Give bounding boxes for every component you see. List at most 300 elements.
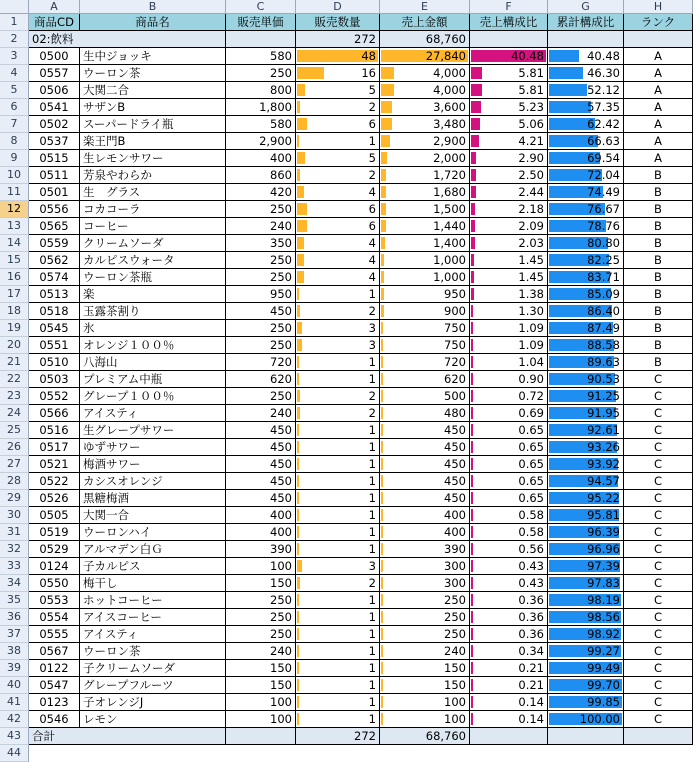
cell-cum[interactable] [548, 320, 624, 337]
cell-amount[interactable] [380, 48, 470, 65]
cell-price[interactable] [226, 575, 296, 592]
row-header-24[interactable]: 24 [0, 405, 29, 422]
cell-ratio[interactable] [470, 65, 548, 82]
cell-name[interactable] [80, 694, 226, 711]
cell-qty[interactable] [296, 252, 380, 269]
cell-price[interactable] [226, 303, 296, 320]
row-header-35[interactable]: 35 [0, 592, 29, 609]
cell-rank[interactable] [624, 456, 693, 473]
cell-cum[interactable] [548, 303, 624, 320]
row-header-16[interactable]: 16 [0, 269, 29, 286]
cell-rank[interactable] [624, 269, 693, 286]
cell-price[interactable] [226, 643, 296, 660]
row-header-38[interactable]: 38 [0, 643, 29, 660]
cell-cum[interactable] [548, 371, 624, 388]
cell-qty[interactable] [296, 167, 380, 184]
cell-rank[interactable] [624, 371, 693, 388]
cell-amount[interactable] [380, 252, 470, 269]
row-header-29[interactable]: 29 [0, 490, 29, 507]
header-amount[interactable] [380, 14, 470, 31]
cell-cum[interactable] [548, 575, 624, 592]
row-header-39[interactable]: 39 [0, 660, 29, 677]
cell-rank[interactable] [624, 252, 693, 269]
row-header-5[interactable]: 5 [0, 82, 29, 99]
category-ratio[interactable] [470, 31, 548, 48]
cell-ratio[interactable] [470, 405, 548, 422]
cell-qty[interactable] [296, 609, 380, 626]
cell-ratio[interactable] [470, 439, 548, 456]
cell-amount[interactable] [380, 541, 470, 558]
cell-name[interactable] [80, 626, 226, 643]
cell-rank[interactable] [624, 48, 693, 65]
cell-cum[interactable] [548, 541, 624, 558]
cell-ratio[interactable] [470, 575, 548, 592]
cell-code[interactable] [29, 286, 80, 303]
cell-rank[interactable] [624, 524, 693, 541]
cell-qty[interactable] [296, 133, 380, 150]
header-ratio[interactable] [470, 14, 548, 31]
cell-code[interactable] [29, 337, 80, 354]
total-ratio[interactable] [470, 728, 548, 745]
cell-price[interactable] [226, 48, 296, 65]
cell-ratio[interactable] [470, 82, 548, 99]
cell-price[interactable] [226, 235, 296, 252]
cell-qty[interactable] [296, 218, 380, 235]
cell-rank[interactable] [624, 235, 693, 252]
cell-name[interactable] [80, 48, 226, 65]
cell-rank[interactable] [624, 558, 693, 575]
cell-price[interactable] [226, 422, 296, 439]
cell-ratio[interactable] [470, 167, 548, 184]
row-header-30[interactable]: 30 [0, 507, 29, 524]
cell-price[interactable] [226, 694, 296, 711]
cell-name[interactable] [80, 388, 226, 405]
row-header-1[interactable]: 1 [0, 14, 29, 31]
cell-name[interactable] [80, 405, 226, 422]
cell-code[interactable] [29, 473, 80, 490]
cell-ratio[interactable] [470, 320, 548, 337]
cell-amount[interactable] [380, 184, 470, 201]
cell-amount[interactable] [380, 371, 470, 388]
cell-qty[interactable] [296, 473, 380, 490]
cell-cum[interactable] [548, 48, 624, 65]
cell-ratio[interactable] [470, 116, 548, 133]
cell-code[interactable] [29, 422, 80, 439]
cell-amount[interactable] [380, 473, 470, 490]
cell-ratio[interactable] [470, 626, 548, 643]
row-header-25[interactable]: 25 [0, 422, 29, 439]
row-header-41[interactable]: 41 [0, 694, 29, 711]
cell-cum[interactable] [548, 473, 624, 490]
cell-name[interactable] [80, 541, 226, 558]
cell-code[interactable] [29, 541, 80, 558]
cell-price[interactable] [226, 150, 296, 167]
total-price[interactable] [226, 728, 296, 745]
cell-cum[interactable] [548, 388, 624, 405]
cell-rank[interactable] [624, 184, 693, 201]
cell-code[interactable] [29, 150, 80, 167]
cell-name[interactable] [80, 575, 226, 592]
cell-amount[interactable] [380, 133, 470, 150]
cell-ratio[interactable] [470, 150, 548, 167]
cell-rank[interactable] [624, 133, 693, 150]
row-header-10[interactable]: 10 [0, 167, 29, 184]
row-header-28[interactable]: 28 [0, 473, 29, 490]
cell-code[interactable] [29, 218, 80, 235]
cell-code[interactable] [29, 65, 80, 82]
column-header-e[interactable]: E [380, 0, 470, 14]
cell-code[interactable] [29, 524, 80, 541]
category-rank[interactable] [624, 31, 693, 48]
cell-qty[interactable] [296, 286, 380, 303]
cell-rank[interactable] [624, 541, 693, 558]
cell-code[interactable] [29, 643, 80, 660]
cell-ratio[interactable] [470, 592, 548, 609]
row-header-19[interactable]: 19 [0, 320, 29, 337]
row-header-3[interactable]: 3 [0, 48, 29, 65]
cell-rank[interactable] [624, 201, 693, 218]
cell-cum[interactable] [548, 116, 624, 133]
cell-rank[interactable] [624, 711, 693, 728]
cell-code[interactable] [29, 456, 80, 473]
cell-price[interactable] [226, 184, 296, 201]
cell-ratio[interactable] [470, 269, 548, 286]
cell-code[interactable] [29, 711, 80, 728]
row-header-8[interactable]: 8 [0, 133, 29, 150]
cell-price[interactable] [226, 660, 296, 677]
total-rank[interactable] [624, 728, 693, 745]
cell-code[interactable] [29, 626, 80, 643]
cell-qty[interactable] [296, 269, 380, 286]
cell-rank[interactable] [624, 626, 693, 643]
column-header-b[interactable]: B [80, 0, 226, 14]
cell-rank[interactable] [624, 575, 693, 592]
cell-name[interactable] [80, 711, 226, 728]
cell-ratio[interactable] [470, 354, 548, 371]
cell-amount[interactable] [380, 609, 470, 626]
cell-cum[interactable] [548, 626, 624, 643]
cell-rank[interactable] [624, 439, 693, 456]
cell-qty[interactable] [296, 558, 380, 575]
row-header-20[interactable]: 20 [0, 337, 29, 354]
row-header-37[interactable]: 37 [0, 626, 29, 643]
cell-cum[interactable] [548, 218, 624, 235]
cell-amount[interactable] [380, 711, 470, 728]
cell-rank[interactable] [624, 660, 693, 677]
cell-rank[interactable] [624, 609, 693, 626]
cell-cum[interactable] [548, 337, 624, 354]
cell-ratio[interactable] [470, 609, 548, 626]
cell-name[interactable] [80, 252, 226, 269]
cell-rank[interactable] [624, 490, 693, 507]
cell-name[interactable] [80, 269, 226, 286]
cell-ratio[interactable] [470, 660, 548, 677]
cell-price[interactable] [226, 133, 296, 150]
cell-price[interactable] [226, 116, 296, 133]
cell-code[interactable] [29, 677, 80, 694]
cell-code[interactable] [29, 694, 80, 711]
cell-qty[interactable] [296, 201, 380, 218]
cell-code[interactable] [29, 388, 80, 405]
cell-cum[interactable] [548, 609, 624, 626]
cell-rank[interactable] [624, 592, 693, 609]
total-qty[interactable] [296, 728, 380, 745]
cell-amount[interactable] [380, 677, 470, 694]
cell-cum[interactable] [548, 592, 624, 609]
cell-amount[interactable] [380, 82, 470, 99]
header-name[interactable] [80, 14, 226, 31]
cell-name[interactable] [80, 524, 226, 541]
cell-price[interactable] [226, 354, 296, 371]
cell-cum[interactable] [548, 269, 624, 286]
cell-rank[interactable] [624, 337, 693, 354]
cell-amount[interactable] [380, 660, 470, 677]
cell-rank[interactable] [624, 116, 693, 133]
cell-price[interactable] [226, 167, 296, 184]
cell-price[interactable] [226, 711, 296, 728]
cell-qty[interactable] [296, 456, 380, 473]
cell-ratio[interactable] [470, 677, 548, 694]
cell-name[interactable] [80, 167, 226, 184]
cell-rank[interactable] [624, 65, 693, 82]
cell-cum[interactable] [548, 422, 624, 439]
cell-code[interactable] [29, 371, 80, 388]
cell-cum[interactable] [548, 82, 624, 99]
cell-ratio[interactable] [470, 388, 548, 405]
cell-amount[interactable] [380, 490, 470, 507]
cell-qty[interactable] [296, 354, 380, 371]
cell-amount[interactable] [380, 320, 470, 337]
cell-price[interactable] [226, 405, 296, 422]
cell-name[interactable] [80, 133, 226, 150]
cell-qty[interactable] [296, 150, 380, 167]
cell-amount[interactable] [380, 235, 470, 252]
row-header-4[interactable]: 4 [0, 65, 29, 82]
cell-ratio[interactable] [470, 303, 548, 320]
row-header-11[interactable]: 11 [0, 184, 29, 201]
cell-rank[interactable] [624, 354, 693, 371]
cell-amount[interactable] [380, 167, 470, 184]
cell-price[interactable] [226, 507, 296, 524]
cell-name[interactable] [80, 507, 226, 524]
cell-code[interactable] [29, 133, 80, 150]
cell-price[interactable] [226, 252, 296, 269]
cell-rank[interactable] [624, 320, 693, 337]
cell-qty[interactable] [296, 48, 380, 65]
cell-name[interactable] [80, 371, 226, 388]
total-amount[interactable] [380, 728, 470, 745]
cell-cum[interactable] [548, 252, 624, 269]
cell-qty[interactable] [296, 303, 380, 320]
cell-name[interactable] [80, 150, 226, 167]
cell-qty[interactable] [296, 575, 380, 592]
cell-ratio[interactable] [470, 524, 548, 541]
cell-rank[interactable] [624, 694, 693, 711]
row-header-15[interactable]: 15 [0, 252, 29, 269]
row-header-7[interactable]: 7 [0, 116, 29, 133]
header-qty[interactable] [296, 14, 380, 31]
cell-code[interactable] [29, 167, 80, 184]
cell-code[interactable] [29, 252, 80, 269]
category-cum[interactable] [548, 31, 624, 48]
cell-cum[interactable] [548, 660, 624, 677]
row-header-36[interactable]: 36 [0, 609, 29, 626]
cell-code[interactable] [29, 184, 80, 201]
cell-cum[interactable] [548, 235, 624, 252]
cell-price[interactable] [226, 320, 296, 337]
cell-cum[interactable] [548, 405, 624, 422]
cell-amount[interactable] [380, 286, 470, 303]
cell-code[interactable] [29, 201, 80, 218]
cell-price[interactable] [226, 218, 296, 235]
cell-qty[interactable] [296, 507, 380, 524]
cell-amount[interactable] [380, 388, 470, 405]
cell-amount[interactable] [380, 303, 470, 320]
cell-qty[interactable] [296, 490, 380, 507]
row-header-22[interactable]: 22 [0, 371, 29, 388]
row-header-26[interactable]: 26 [0, 439, 29, 456]
cell-qty[interactable] [296, 371, 380, 388]
cell-amount[interactable] [380, 694, 470, 711]
cell-price[interactable] [226, 269, 296, 286]
cell-amount[interactable] [380, 99, 470, 116]
cell-ratio[interactable] [470, 490, 548, 507]
cell-price[interactable] [226, 286, 296, 303]
column-header-d[interactable]: D [296, 0, 380, 14]
row-header-18[interactable]: 18 [0, 303, 29, 320]
cell-amount[interactable] [380, 218, 470, 235]
cell-amount[interactable] [380, 422, 470, 439]
cell-qty[interactable] [296, 677, 380, 694]
cell-ratio[interactable] [470, 507, 548, 524]
row-header-17[interactable]: 17 [0, 286, 29, 303]
cell-cum[interactable] [548, 439, 624, 456]
cell-amount[interactable] [380, 337, 470, 354]
cell-name[interactable] [80, 218, 226, 235]
cell-rank[interactable] [624, 150, 693, 167]
cell-qty[interactable] [296, 65, 380, 82]
row-header-6[interactable]: 6 [0, 99, 29, 116]
cell-ratio[interactable] [470, 643, 548, 660]
column-header-c[interactable]: C [226, 0, 296, 14]
header-code[interactable] [29, 14, 80, 31]
cell-qty[interactable] [296, 235, 380, 252]
cell-price[interactable] [226, 609, 296, 626]
cell-cum[interactable] [548, 643, 624, 660]
cell-name[interactable] [80, 82, 226, 99]
cell-ratio[interactable] [470, 201, 548, 218]
column-header-g[interactable]: G [548, 0, 624, 14]
cell-qty[interactable] [296, 405, 380, 422]
cell-ratio[interactable] [470, 184, 548, 201]
cell-name[interactable] [80, 473, 226, 490]
cell-name[interactable] [80, 490, 226, 507]
column-header-f[interactable]: F [470, 0, 548, 14]
cell-rank[interactable] [624, 286, 693, 303]
cell-cum[interactable] [548, 133, 624, 150]
cell-rank[interactable] [624, 388, 693, 405]
cell-ratio[interactable] [470, 133, 548, 150]
cell-cum[interactable] [548, 524, 624, 541]
cell-code[interactable] [29, 507, 80, 524]
header-price[interactable] [226, 14, 296, 31]
cell-rank[interactable] [624, 82, 693, 99]
cell-cum[interactable] [548, 507, 624, 524]
cell-amount[interactable] [380, 524, 470, 541]
cell-amount[interactable] [380, 592, 470, 609]
cell-code[interactable] [29, 99, 80, 116]
row-header-21[interactable]: 21 [0, 354, 29, 371]
cell-name[interactable] [80, 643, 226, 660]
cell-rank[interactable] [624, 218, 693, 235]
cell-price[interactable] [226, 558, 296, 575]
cell-code[interactable] [29, 592, 80, 609]
cell-ratio[interactable] [470, 252, 548, 269]
row-header-43[interactable]: 43 [0, 728, 29, 745]
cell-amount[interactable] [380, 269, 470, 286]
cell-price[interactable] [226, 439, 296, 456]
row-header-23[interactable]: 23 [0, 388, 29, 405]
cell-rank[interactable] [624, 303, 693, 320]
cell-price[interactable] [226, 337, 296, 354]
cell-qty[interactable] [296, 439, 380, 456]
cell-amount[interactable] [380, 405, 470, 422]
cell-rank[interactable] [624, 405, 693, 422]
cell-ratio[interactable] [470, 99, 548, 116]
cell-amount[interactable] [380, 439, 470, 456]
cell-cum[interactable] [548, 456, 624, 473]
cell-code[interactable] [29, 558, 80, 575]
cell-cum[interactable] [548, 677, 624, 694]
cell-qty[interactable] [296, 541, 380, 558]
cell-name[interactable] [80, 286, 226, 303]
cell-cum[interactable] [548, 558, 624, 575]
cell-rank[interactable] [624, 422, 693, 439]
cell-qty[interactable] [296, 99, 380, 116]
cell-price[interactable] [226, 65, 296, 82]
cell-amount[interactable] [380, 626, 470, 643]
cell-name[interactable] [80, 320, 226, 337]
cell-name[interactable] [80, 422, 226, 439]
cell-price[interactable] [226, 82, 296, 99]
cell-name[interactable] [80, 439, 226, 456]
cell-qty[interactable] [296, 694, 380, 711]
row-header-44[interactable]: 44 [0, 745, 29, 762]
row-header-9[interactable]: 9 [0, 150, 29, 167]
cell-rank[interactable] [624, 473, 693, 490]
cell-name[interactable] [80, 116, 226, 133]
cell-code[interactable] [29, 405, 80, 422]
row-header-32[interactable]: 32 [0, 541, 29, 558]
cell-code[interactable] [29, 269, 80, 286]
cell-amount[interactable] [380, 575, 470, 592]
cell-ratio[interactable] [470, 48, 548, 65]
cell-cum[interactable] [548, 150, 624, 167]
cell-price[interactable] [226, 456, 296, 473]
cell-qty[interactable] [296, 320, 380, 337]
cell-code[interactable] [29, 116, 80, 133]
cell-code[interactable] [29, 354, 80, 371]
cell-qty[interactable] [296, 592, 380, 609]
cell-price[interactable] [226, 524, 296, 541]
cell-name[interactable] [80, 99, 226, 116]
cell-cum[interactable] [548, 167, 624, 184]
cell-ratio[interactable] [470, 456, 548, 473]
cell-name[interactable] [80, 337, 226, 354]
row-header-34[interactable]: 34 [0, 575, 29, 592]
cell-code[interactable] [29, 609, 80, 626]
category-label[interactable] [29, 31, 226, 48]
